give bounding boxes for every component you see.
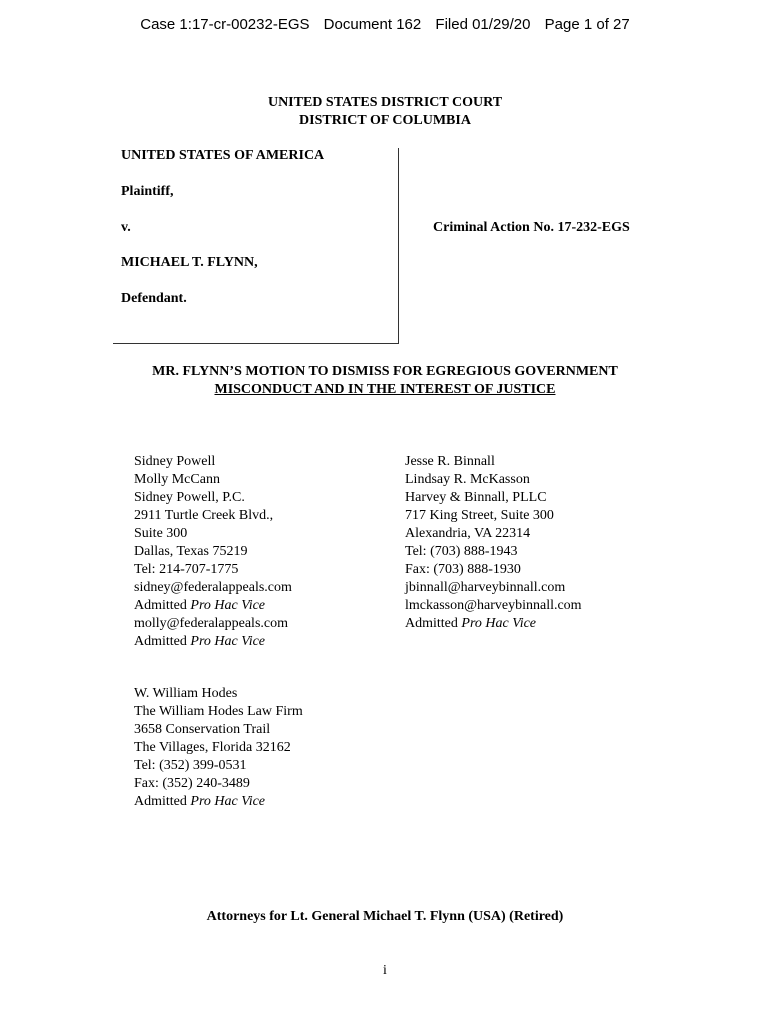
filed-date: Filed 01/29/20 bbox=[435, 16, 531, 33]
admission-status: Admitted Pro Hac Vice bbox=[134, 794, 266, 809]
counsel-line: W. William Hodes bbox=[134, 686, 238, 701]
document-number: Document 162 bbox=[323, 16, 422, 33]
counsel-email: sidney@federalappeals.com bbox=[134, 580, 292, 595]
motion-title-line2: MISCONDUCT AND IN THE INTEREST OF JUSTICE bbox=[214, 382, 556, 397]
page-count: Page 1 of 27 bbox=[544, 16, 630, 33]
counsel-email: lmckasson@harveybinnall.com bbox=[405, 598, 582, 613]
court-name: UNITED STATES DISTRICT COURT bbox=[267, 95, 503, 110]
defendant-name: MICHAEL T. FLYNN, bbox=[121, 255, 258, 270]
motion-title-line1: MR. FLYNN’S MOTION TO DISMISS FOR EGREGIOUS GOVERNMENT bbox=[152, 364, 618, 379]
counsel-powell-block bbox=[134, 453, 292, 651]
counsel-line: 2911 Turtle Creek Blvd., bbox=[134, 508, 274, 523]
plaintiff-name: UNITED STATES OF AMERICA bbox=[121, 148, 325, 163]
admission-status: Admitted Pro Hac Vice bbox=[405, 616, 537, 631]
counsel-line: Harvey & Binnall, PLLC bbox=[405, 490, 547, 505]
counsel-line: Molly McCann bbox=[134, 472, 220, 487]
counsel-hodes-block bbox=[134, 685, 303, 811]
counsel-line: Suite 300 bbox=[134, 526, 188, 541]
counsel-line: Tel: (703) 888-1943 bbox=[405, 544, 518, 559]
counsel-line: Sidney Powell, P.C. bbox=[134, 490, 245, 505]
counsel-binnall-block bbox=[405, 453, 582, 633]
plaintiff-role: Plaintiff, bbox=[121, 184, 174, 199]
versus: v. bbox=[121, 220, 131, 235]
caption-divider-vertical bbox=[398, 148, 399, 344]
caption-divider-horizontal bbox=[113, 343, 399, 344]
counsel-line: Tel: 214-707-1775 bbox=[134, 562, 239, 577]
counsel-line: Lindsay R. McKasson bbox=[405, 472, 530, 487]
counsel-line: Fax: (352) 240-3489 bbox=[134, 776, 250, 791]
counsel-line: Jesse R. Binnall bbox=[405, 454, 495, 469]
admission-status: Admitted Pro Hac Vice bbox=[134, 634, 266, 649]
counsel-line: Fax: (703) 888-1930 bbox=[405, 562, 521, 577]
page-number: i bbox=[383, 963, 387, 978]
defendant-role: Defendant. bbox=[121, 291, 187, 306]
counsel-line: The Villages, Florida 32162 bbox=[134, 740, 291, 755]
criminal-action-number: Criminal Action No. 17-232-EGS bbox=[433, 220, 630, 235]
counsel-line: Dallas, Texas 75219 bbox=[134, 544, 248, 559]
counsel-email: jbinnall@harveybinnall.com bbox=[405, 580, 566, 595]
attorneys-for-line: Attorneys for Lt. General Michael T. Flynn (USA) (Retired) bbox=[206, 909, 564, 924]
counsel-email: molly@federalappeals.com bbox=[134, 616, 288, 631]
counsel-line: Tel: (352) 399-0531 bbox=[134, 758, 247, 773]
court-district: DISTRICT OF COLUMBIA bbox=[299, 113, 471, 128]
ecf-filing-header bbox=[0, 16, 770, 33]
counsel-line: The William Hodes Law Firm bbox=[134, 704, 303, 719]
admission-status: Admitted Pro Hac Vice bbox=[134, 598, 266, 613]
counsel-line: 717 King Street, Suite 300 bbox=[405, 508, 554, 523]
case-number: Case 1:17-cr-00232-EGS bbox=[140, 16, 310, 33]
counsel-line: Alexandria, VA 22314 bbox=[405, 526, 531, 541]
counsel-line: Sidney Powell bbox=[134, 454, 216, 469]
counsel-line: 3658 Conservation Trail bbox=[134, 722, 271, 737]
